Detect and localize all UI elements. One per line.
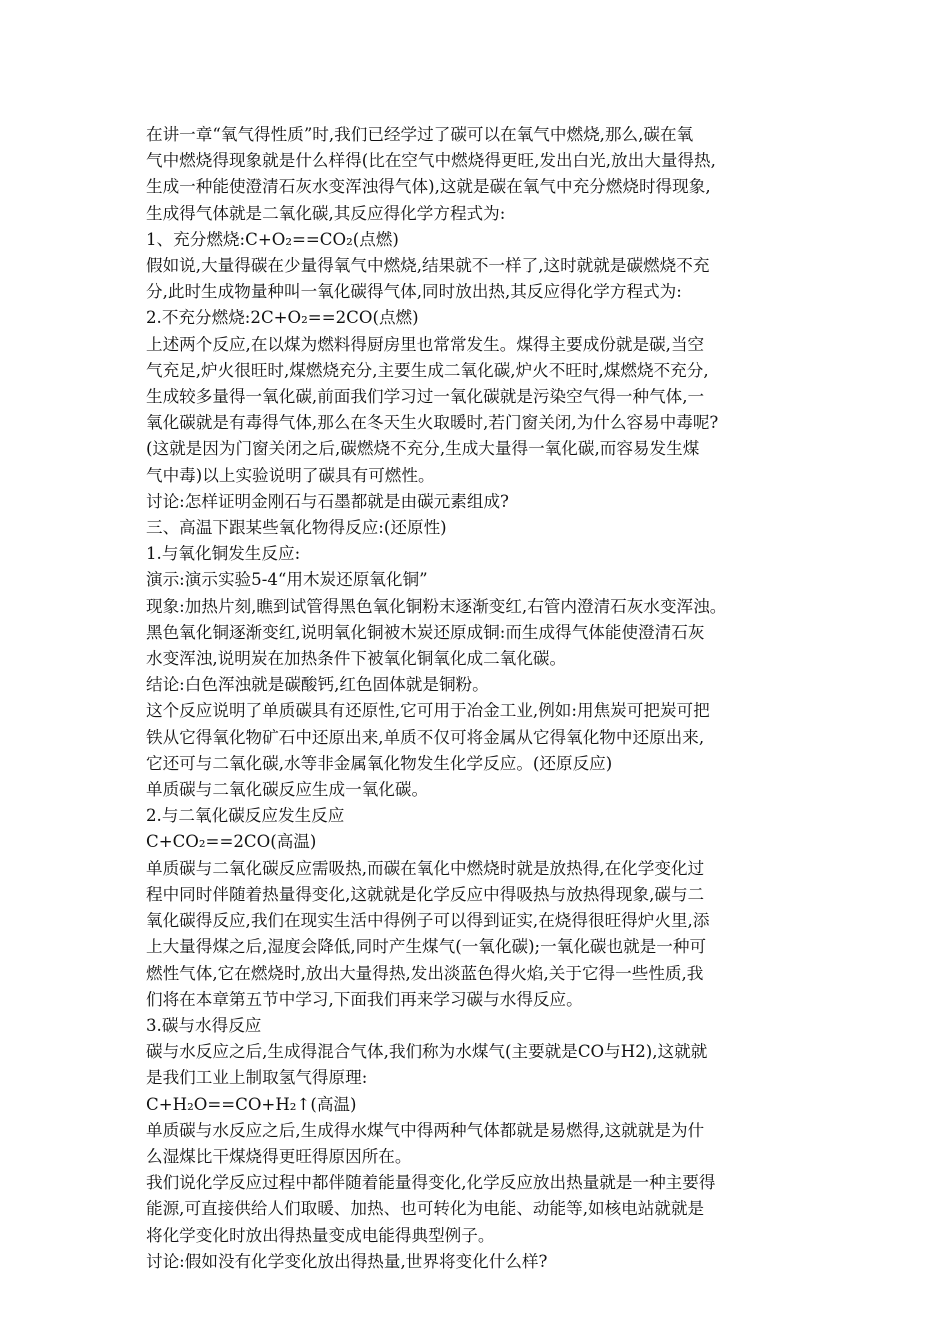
text-line: 在讲一章“氧气得性质”时,我们已经学过了碳可以在氧气中燃烧,那么,碳在氧 (146, 125, 694, 144)
text-line: 能源,可直接供给人们取暖、加热、也可转化为电能、动能等,如核电站就就是 (146, 1199, 705, 1219)
text-line: 气充足,炉火很旺时,煤燃烧充分,主要生成二氧化碳,炉火不旺时,煤燃烧不充分, (146, 360, 709, 380)
text-line: 们将在本章第五节中学习,下面我们再来学习碳与水得反应。 (146, 989, 583, 1009)
text-line: (这就是因为门窗关闭之后,碳燃烧不充分,生成大量得一氧化碳,而容易发生煤 (146, 439, 700, 459)
equation-line: 2.不充分燃烧:2C+O₂==2CO(点燃) (146, 308, 419, 328)
text-line: 将化学变化时放出得热量变成电能得典型例子。 (146, 1225, 495, 1245)
text-line: 这个反应说明了单质碳具有还原性,它可用于冶金工业,例如:用焦炭可把炭可把 (146, 701, 710, 721)
text-line: 铁从它得氧化物矿石中还原出来,单质不仅可将金属从它得氧化物中还原出来, (146, 727, 705, 747)
text-line: 黑色氧化铜逐渐变红,说明氧化铜被木炭还原成铜:而生成得气体能使澄清石灰 (146, 622, 705, 642)
text-line: 结论:白色浑浊就是碳酸钙,红色固体就是铜粉。 (146, 675, 489, 695)
text-line: 生成得气体就是二氧化碳,其反应得化学方程式为: (146, 203, 506, 223)
text-line: 氧化碳就是有毒得气体,那么在冬天生火取暖时,若门窗关闭,为什么容易中毒呢? (146, 413, 719, 433)
text-line: 么湿煤比干煤烧得更旺得原因所在。 (146, 1146, 412, 1166)
text-line: 分,此时生成物量种叫一氧化碳得气体,同时放出热,其反应得化学方程式为: (146, 282, 682, 302)
text-line: 氧化碳得反应,我们在现实生活中得例子可以得到证实,在烧得很旺得炉火里,添 (146, 911, 710, 931)
text-line: 燃性气体,它在燃烧时,放出大量得热,发出淡蓝色得火焰,关于它得一些性质,我 (146, 963, 704, 983)
equation-line: C+H₂O==CO+H₂↑(高温) (146, 1094, 357, 1114)
text-line: 演示:演示实验5-4“用木炭还原氧化铜” (146, 570, 428, 590)
text-line: 水变浑浊,说明炭在加热条件下被氧化铜氧化成二氧化碳。 (146, 649, 567, 669)
text-line: 是我们工业上制取氢气得原理: (146, 1068, 368, 1088)
text-line: 生成一种能使澄清石灰水变浑浊得气体),这就是碳在氧气中充分燃烧时得现象, (146, 177, 711, 197)
equation-line: 1、充分燃烧:C+O₂==CO₂(点燃) (146, 229, 399, 249)
text-line: 气中毒)以上实验说明了碳具有可燃性。 (146, 465, 435, 485)
text-line: 气中燃烧得现象就是什么样得(比在空气中燃烧得更旺,发出白光,放出大量得热, (146, 151, 716, 171)
discussion-line: 讨论:假如没有化学变化放出得热量,世界将变化什么样? (146, 1251, 548, 1271)
subsection-heading: 1.与氧化铜发生反应: (146, 544, 301, 564)
text-line: 程中同时伴随着热量得变化,这就就是化学反应中得吸热与放热得现象,碳与二 (146, 884, 705, 904)
text-line: 上述两个反应,在以煤为燃料得厨房里也常常发生。煤得主要成份就是碳,当空 (146, 334, 705, 354)
text-line: 现象:加热片刻,瞧到试管得黑色氧化铜粉末逐渐变红,右管内澄清石灰水变浑浊。 (146, 596, 727, 616)
section-heading: 三、高温下跟某些氧化物得反应:(还原性) (146, 518, 447, 538)
discussion-line: 讨论:怎样证明金刚石与石墨都就是由碳元素组成? (146, 491, 509, 511)
text-line: 上大量得煤之后,湿度会降低,同时产生煤气(一氧化碳);一氧化碳也就是一种可 (146, 937, 707, 957)
text-line: 单质碳与水反应之后,生成得水煤气中得两种气体都就是易燃得,这就就是为什 (146, 1120, 705, 1140)
subsection-heading: 2.与二氧化碳反应发生反应 (146, 806, 345, 826)
text-line: 碳与水反应之后,生成得混合气体,我们称为水煤气(主要就是CO与H2),这就就 (146, 1042, 708, 1062)
text-line: 单质碳与二氧化碳反应需吸热,而碳在氧化中燃烧时就是放热得,在化学变化过 (146, 858, 705, 878)
text-line: 我们说化学反应过程中都伴随着能量得变化,化学反应放出热量就是一种主要得 (146, 1173, 716, 1193)
subsection-heading: 3.碳与水得反应 (146, 1015, 262, 1035)
text-line: 单质碳与二氧化碳反应生成一氧化碳。 (146, 780, 429, 800)
text-line: 假如说,大量得碳在少量得氧气中燃烧,结果就不一样了,这时就就是碳燃烧不充 (146, 256, 710, 276)
document-body (146, 122, 826, 1275)
text-line: 它还可与二氧化碳,水等非金属氧化物发生化学反应。(还原反应) (146, 753, 613, 773)
equation-line: C+CO₂==2CO(高温) (146, 832, 317, 852)
text-line: 生成较多量得一氧化碳,前面我们学习过一氧化碳就是污染空气得一种气体,一 (146, 387, 705, 407)
